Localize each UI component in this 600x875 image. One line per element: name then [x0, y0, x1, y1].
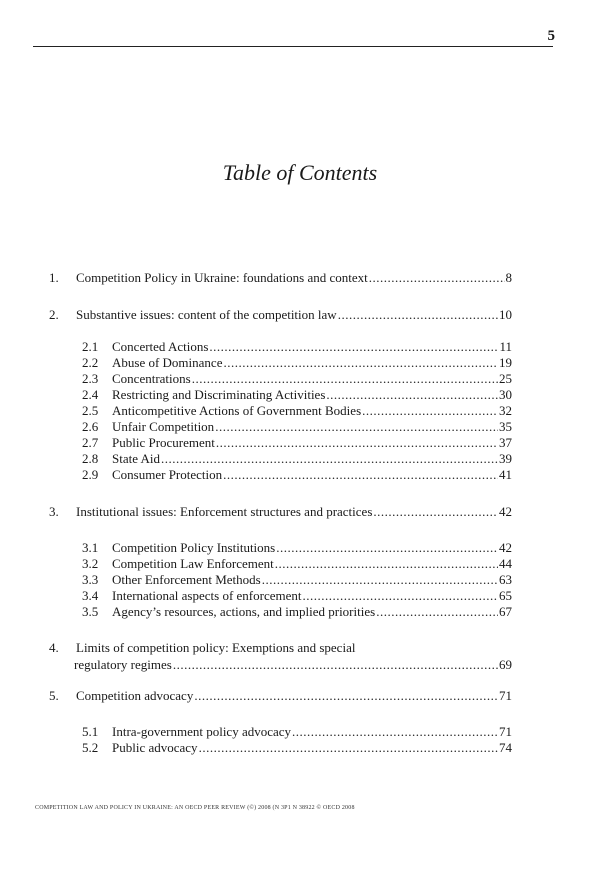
- dot-leader: [223, 467, 498, 483]
- toc-entry-page: 44: [499, 556, 512, 571]
- toc-entry-label: Anticompetitive Actions of Government Bodies: [112, 403, 362, 418]
- toc-entry-page: 39: [499, 451, 512, 466]
- toc-entry-number: 3.3: [82, 572, 99, 587]
- toc-entry-page: 35: [499, 419, 512, 434]
- toc-entry-number: 4.: [49, 640, 59, 655]
- toc-entry-number: 5.: [49, 688, 59, 703]
- dot-leader: [292, 724, 498, 740]
- page-title: Table of Contents: [222, 160, 378, 185]
- toc-entry-label: International aspects of enforcement: [112, 588, 302, 603]
- toc-entry-number: 5.2: [82, 740, 99, 755]
- toc-entry-label: Unfair Competition: [112, 419, 215, 434]
- toc-entry-page: 25: [499, 371, 512, 386]
- toc-entry[interactable]: [49, 688, 512, 706]
- toc-entry-page: 71: [499, 724, 512, 739]
- dot-leader: [215, 419, 498, 435]
- toc-entry-number: 2.7: [82, 435, 99, 450]
- toc-entry-label: Institutional issues: Enforcement structures and practices: [76, 504, 373, 519]
- toc-entry-number: 2.: [49, 307, 59, 322]
- toc-entry-label: Agency’s resources, actions, and implied priorities: [112, 604, 376, 619]
- toc-entry-label: Consumer Protection: [112, 467, 223, 482]
- toc-entry-page: 41: [499, 467, 512, 482]
- toc-entry-page: 69: [499, 657, 512, 672]
- toc-entry-page: 11: [499, 339, 512, 354]
- toc-entry-label: Limits of competition policy: Exemptions and special: [76, 640, 356, 655]
- toc-entry-label: Concentrations: [112, 371, 191, 386]
- toc-entry-label: Concerted Actions: [112, 339, 209, 354]
- dot-leader: [369, 270, 505, 286]
- toc-entry-number: 1.: [49, 270, 59, 285]
- toc-entry-page: 19: [499, 355, 512, 370]
- toc-entry-label: Public advocacy: [112, 740, 198, 755]
- header-rule: [33, 46, 553, 47]
- dot-leader: [326, 387, 498, 403]
- dot-leader: [376, 604, 498, 620]
- toc-entry-page: 30: [499, 387, 512, 402]
- toc-entry-label: Public Procurement: [112, 435, 215, 450]
- toc-entry-number: 3.2: [82, 556, 99, 571]
- toc-entry[interactable]: [49, 270, 512, 288]
- toc-entry-number: 3.4: [82, 588, 99, 603]
- toc-entry-page: 67: [499, 604, 512, 619]
- toc-entry-page: 74: [499, 740, 512, 755]
- toc-entry-page: 37: [499, 435, 512, 450]
- toc-entry-number: 2.3: [82, 371, 99, 386]
- toc-entry[interactable]: [49, 640, 512, 674]
- toc-entry-number: 3.: [49, 504, 59, 519]
- dot-leader: [262, 572, 498, 588]
- toc-entry-label: Competition advocacy: [76, 688, 194, 703]
- toc-entry-number: 2.6: [82, 419, 99, 434]
- toc-entry-label: Other Enforcement Methods: [112, 572, 261, 587]
- dot-leader: [192, 371, 498, 387]
- toc-entry-label: regulatory regimes: [74, 657, 172, 672]
- toc-entry-label: Restricting and Discriminating Activities: [112, 387, 326, 402]
- dot-leader: [303, 588, 499, 604]
- toc-entry-page: 71: [499, 688, 512, 703]
- toc-entry-number: 2.1: [82, 339, 99, 354]
- dot-leader: [199, 740, 498, 756]
- toc-entry-page: 65: [499, 588, 512, 603]
- dot-leader: [362, 403, 498, 419]
- toc-entry-label: Abuse of Dominance: [112, 355, 223, 370]
- toc-entry-label: Competition Policy Institutions: [112, 540, 276, 555]
- toc-entry-page: 63: [499, 572, 512, 587]
- dot-leader: [223, 355, 498, 371]
- toc-entry-number: 2.9: [82, 467, 99, 482]
- toc-entry-page: 8: [505, 270, 512, 285]
- toc-entry-label: Competition Law Enforcement: [112, 556, 274, 571]
- toc-entry-page: 10: [499, 307, 512, 322]
- toc-entry[interactable]: [49, 307, 512, 325]
- toc-entry-number: 2.4: [82, 387, 99, 402]
- toc-entry-number: 3.1: [82, 540, 99, 555]
- dot-leader: [275, 556, 498, 572]
- footer-text: COMPETITION LAW AND POLICY IN UKRAINE: AN OECD PEER REVIEW (©) 2008 (N 3P1 N 38922 © OECD 2008: [35, 805, 355, 811]
- toc-entry-page: 32: [499, 403, 512, 418]
- toc-entry-page: 42: [499, 540, 512, 555]
- page-number: 5: [547, 28, 555, 44]
- toc-entry[interactable]: [82, 467, 512, 485]
- dot-leader: [216, 435, 498, 451]
- toc-entry[interactable]: [82, 740, 512, 758]
- toc-entry-label: State Aid: [112, 451, 161, 466]
- toc-entry-page: 42: [499, 504, 512, 519]
- toc-entry-number: 2.5: [82, 403, 99, 418]
- dot-leader: [373, 504, 498, 520]
- dot-leader: [209, 339, 498, 355]
- toc-entry-number: 3.5: [82, 604, 99, 619]
- toc-entry-number: 2.8: [82, 451, 99, 466]
- toc-entry-label: Competition Policy in Ukraine: foundations and context: [76, 270, 368, 285]
- dot-leader: [194, 688, 498, 704]
- dot-leader: [173, 657, 498, 673]
- toc-entry-number: 5.1: [82, 724, 99, 739]
- dot-leader: [276, 540, 498, 556]
- dot-leader: [161, 451, 498, 467]
- dot-leader: [338, 307, 498, 323]
- toc-entry-label: Substantive issues: content of the competition law: [76, 307, 337, 322]
- toc-entry-label: Intra-government policy advocacy: [112, 724, 292, 739]
- toc-entry[interactable]: [49, 504, 512, 522]
- toc-entry[interactable]: [82, 604, 512, 622]
- toc-entry-number: 2.2: [82, 355, 99, 370]
